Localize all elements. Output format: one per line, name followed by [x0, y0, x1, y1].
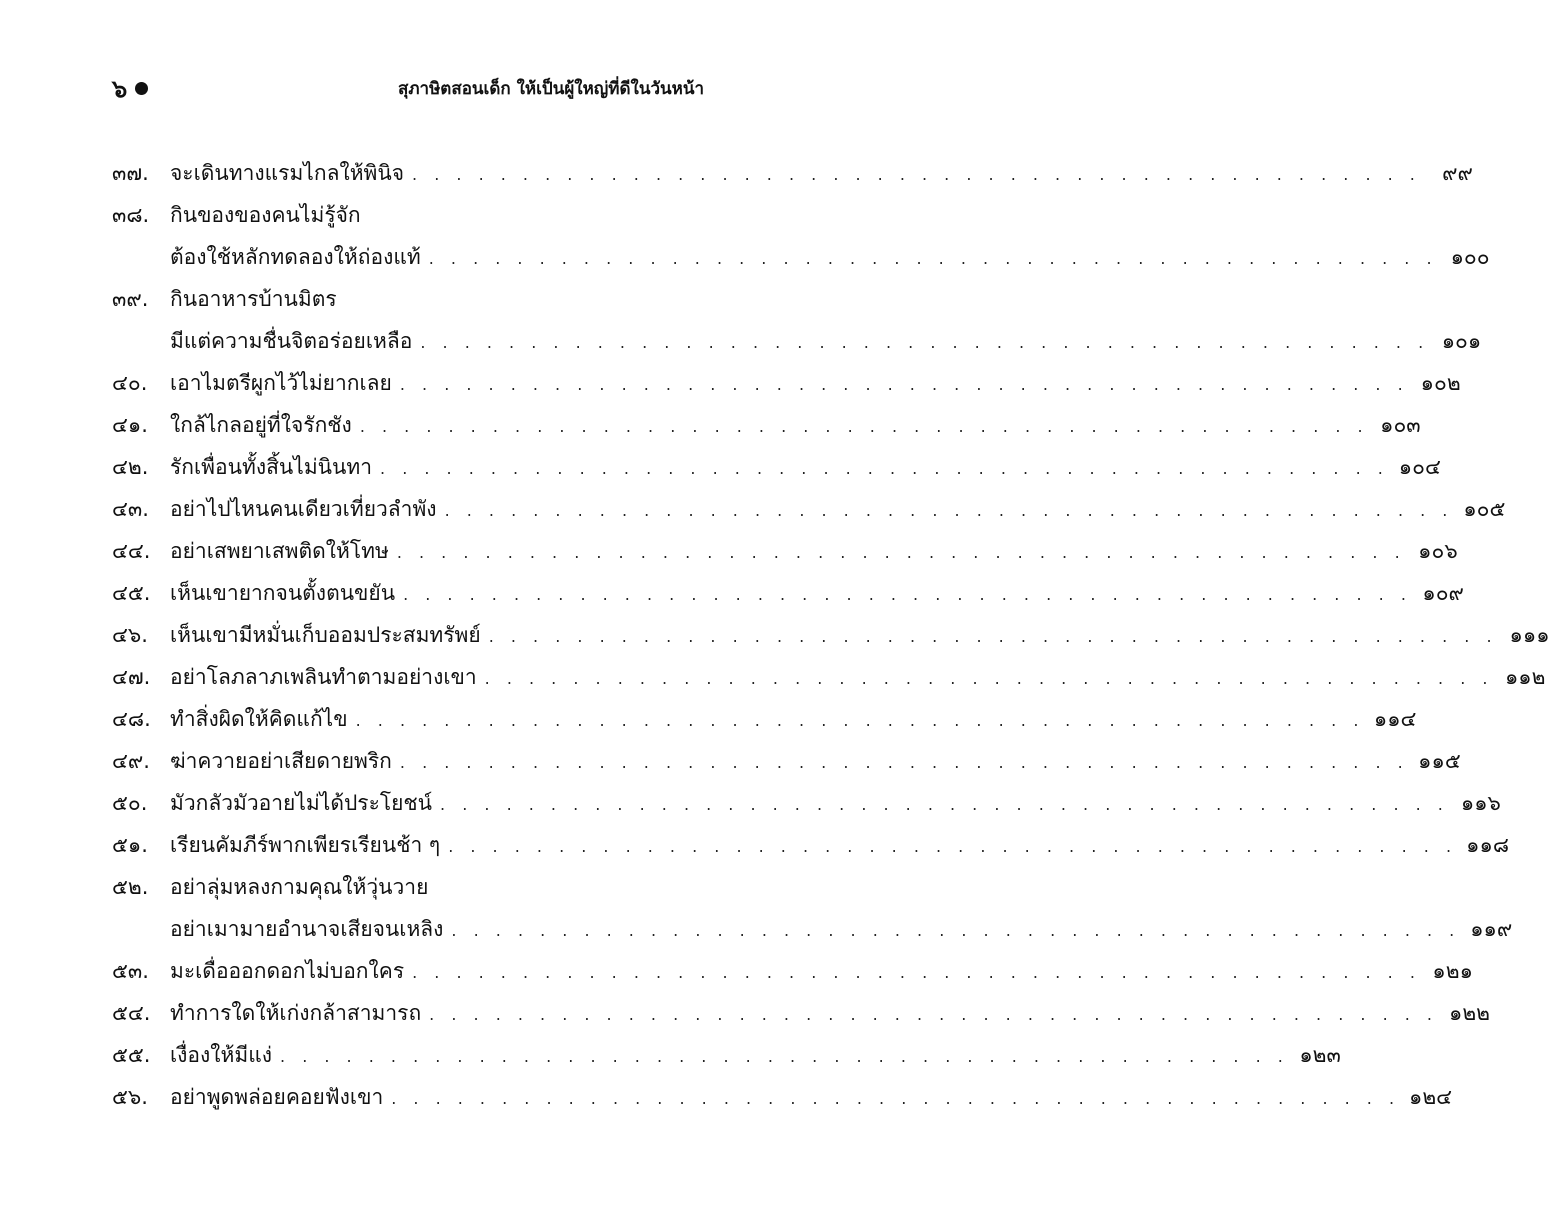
toc-entry-row [112, 698, 1417, 740]
toc-entry-title: เอาไมตรีผูกไว้ไม่ยากเลย [170, 371, 392, 395]
toc-entry-number: ๔๔. [112, 539, 151, 563]
toc-entry-continuation [112, 236, 1490, 278]
toc-entry[interactable] [112, 194, 1490, 278]
page-header [112, 68, 704, 108]
toc-entry-number: ๕๔. [112, 1001, 151, 1025]
toc-entry[interactable] [112, 488, 1506, 530]
toc-entry[interactable] [112, 572, 1464, 614]
toc-entry-title: เห็นเขายากจนตั้งตนขยัน [170, 581, 396, 605]
toc-entry-row [112, 1034, 1341, 1076]
toc-entry-page: ๑๒๓ [1299, 1043, 1341, 1067]
dot-leader: . . . . . . . . . . . . . . . . . . . . . . . . . . . . . . . . . . . . . . . . . . . . . . [280, 1047, 1289, 1066]
dot-leader: . . . . . . . . . . . . . . . . . . . . . . . . . . . . . . . . . . . . . . . . . . . . . . [355, 711, 1365, 730]
toc-entry-continuation [112, 320, 1482, 362]
toc-entry-number: ๔๓. [112, 497, 149, 521]
dot-leader: . . . . . . . . . . . . . . . . . . . . . . . . . . . . . . . . . . . . . . . . . . . . . . [488, 627, 1498, 646]
toc-entry-title: เรียนคัมภีร์พากเพียรเรียนช้า ๆ [170, 833, 441, 857]
toc-entry-number: ๕๖. [112, 1085, 148, 1109]
toc-entry-title: มัวกลัวมัวอายไม่ได้ประโยชน์ [170, 791, 433, 815]
toc-entry[interactable] [112, 152, 1473, 194]
toc-entry[interactable] [112, 1076, 1453, 1118]
toc-entry-number: ๔๗. [112, 665, 151, 689]
toc-entry-row [112, 572, 1464, 614]
toc-entry[interactable] [112, 278, 1482, 362]
toc-entry-row [112, 194, 704, 236]
toc-entry[interactable] [112, 866, 1513, 950]
toc-entry-page: ๑๐๕ [1463, 497, 1506, 521]
toc-entry-page: ๑๑๔ [1373, 707, 1417, 731]
toc-entry-title: กินของของคนไม่รู้จัก [170, 203, 361, 227]
toc-entry-row [112, 530, 1458, 572]
toc-entry-page: ๑๐๐ [1450, 245, 1490, 269]
toc-entry-page: ๑๑๒ [1504, 665, 1546, 689]
toc-entry-row [112, 992, 1490, 1034]
toc-entry-page: ๙๙ [1442, 161, 1473, 185]
toc-entry-row [112, 824, 1510, 866]
toc-entry-row [112, 278, 704, 320]
toc-entry-title: ฆ่าควายอย่าเสียดายพริก [170, 749, 392, 773]
dot-leader: . . . . . . . . . . . . . . . . . . . . . . . . . . . . . . . . . . . . . . . . . . . . . . [380, 459, 1389, 478]
dot-leader: . . . . . . . . . . . . . . . . . . . . . . . . . . . . . . . . . . . . . . . . . . . . . . [429, 1005, 1438, 1024]
toc-entry-number: ๔๘. [112, 707, 151, 731]
toc-entry-number: ๓๗. [112, 161, 149, 185]
toc-entry-page: ๑๒๒ [1448, 1001, 1490, 1025]
dot-leader: . . . . . . . . . . . . . . . . . . . . . . . . . . . . . . . . . . . . . . . . . . . . . . [412, 963, 1421, 982]
toc-entry-row [112, 1076, 1453, 1118]
dot-leader: . . . . . . . . . . . . . . . . . . . . . . . . . . . . . . . . . . . . . . . . . . . . . . [396, 543, 1406, 562]
toc-entry-number: ๔๙. [112, 749, 150, 773]
toc-entry-row [112, 656, 1546, 698]
toc-entry[interactable] [112, 992, 1490, 1034]
toc-entry-row [112, 614, 1550, 656]
toc-entry-row [112, 362, 1461, 404]
toc-entry-title: อย่าพูดพล่อยคอยฟังเขา [170, 1085, 384, 1109]
toc-entry-row [112, 782, 1501, 824]
toc-entry-row [112, 950, 1473, 992]
bullet-icon [135, 82, 148, 95]
toc-entry-title: ทำสิ่งผิดให้คิดแก้ไข [170, 707, 348, 731]
toc-entry-number: ๔๖. [112, 623, 148, 647]
toc-entry-page: ๑๐๓ [1380, 413, 1421, 437]
toc-entry-title: ทำการใดให้เก่งกล้าสามารถ [170, 1001, 422, 1025]
toc-entry-number: ๓๙. [112, 287, 149, 311]
toc-entry-title: มีแต่ความชื่นจิตอร่อยเหลือ [170, 329, 413, 353]
page-number-group [112, 69, 148, 108]
toc-entry-title: อย่าโลภลาภเพลินทำตามอย่างเขา [170, 665, 477, 689]
toc-entry[interactable] [112, 530, 1458, 572]
toc-entry-title: จะเดินทางแรมไกลให้พินิจ [170, 161, 405, 185]
toc-entry-page: ๑๐๒ [1420, 371, 1461, 395]
toc-entry-title: ต้องใช้หลักทดลองให้ถ่องแท้ [170, 245, 421, 269]
toc-entry-page: ๑๐๙ [1422, 581, 1464, 605]
toc-entry-number: ๕๕. [112, 1043, 151, 1067]
dot-leader: . . . . . . . . . . . . . . . . . . . . . . . . . . . . . . . . . . . . . . . . . . . . . . [428, 249, 1438, 268]
toc-entry-title: กินอาหารบ้านมิตร [170, 287, 337, 311]
dot-leader: . . . . . . . . . . . . . . . . . . . . . . . . . . . . . . . . . . . . . . . . . . . . . . [440, 795, 1449, 814]
toc-entry-title: เงื่องให้มีแง่ [170, 1043, 273, 1067]
toc-entry-title: อย่าเสพยาเสพติดให้โทษ [170, 539, 389, 563]
dot-leader: . . . . . . . . . . . . . . . . . . . . . . . . . . . . . . . . . . . . . . . . . . . . . . [399, 375, 1409, 394]
toc-entry-number: ๕๓. [112, 959, 149, 983]
toc-entry-page: ๑๑๕ [1418, 749, 1461, 773]
toc-entry-title: เห็นเขามีหมั่นเก็บออมประสมทรัพย์ [170, 623, 481, 647]
dot-leader: . . . . . . . . . . . . . . . . . . . . . . . . . . . . . . . . . . . . . . . . . . . . . . [448, 837, 1458, 856]
toc-entry-number: ๔๑. [112, 413, 148, 437]
toc-entry-number: ๕๒. [112, 875, 149, 899]
toc-entry[interactable] [112, 824, 1510, 866]
toc-entry-row [112, 152, 1473, 194]
toc-entry-row [112, 488, 1506, 530]
toc-entry-title: มะเดื่อออกดอกไม่บอกใคร [170, 959, 405, 983]
table-of-contents [112, 152, 1550, 1118]
toc-entry-page: ๑๒๔ [1408, 1085, 1453, 1109]
dot-leader: . . . . . . . . . . . . . . . . . . . . . . . . . . . . . . . . . . . . . . . . . . . . . . [391, 1089, 1401, 1108]
toc-entry-row [112, 446, 1441, 488]
toc-entry[interactable] [112, 446, 1441, 488]
toc-entry-page: ๑๑๑ [1509, 623, 1550, 647]
toc-entry-page: ๑๑๘ [1466, 833, 1510, 857]
toc-entry-title: อย่าไปไหนคนเดียวเที่ยวลำพัง [170, 497, 437, 521]
toc-entry-number: ๔๒. [112, 455, 149, 479]
toc-entry-page: ๑๐๔ [1398, 455, 1441, 479]
toc-entry-title: รักเพื่อนทั้งสิ้นไม่นินทา [170, 455, 373, 479]
toc-entry[interactable] [112, 404, 1421, 446]
toc-entry-row [112, 404, 1421, 446]
dot-leader: . . . . . . . . . . . . . . . . . . . . . . . . . . . . . . . . . . . . . . . . . . . . . . [420, 333, 1430, 352]
page-number: ๖ [112, 74, 128, 103]
toc-entry-number: ๕๑. [112, 833, 148, 857]
dot-leader: . . . . . . . . . . . . . . . . . . . . . . . . . . . . . . . . . . . . . . . . . . . . . . [359, 417, 1369, 436]
toc-entry[interactable] [112, 782, 1501, 824]
toc-entry[interactable] [112, 614, 1550, 656]
toc-entry-number: ๔๐. [112, 371, 148, 395]
toc-entry-title: อย่าเมามายอำนาจเสียจนเหลิง [170, 917, 444, 941]
toc-entry[interactable] [112, 950, 1473, 992]
toc-entry-page: ๑๐๖ [1418, 539, 1458, 563]
running-title: สุภาษิตสอนเด็ก ให้เป็นผู้ใหญ่ที่ดีในวันหน้า [397, 78, 704, 99]
toc-entry-row [112, 740, 1461, 782]
toc-entry[interactable] [112, 362, 1461, 404]
toc-entry-number: ๔๕. [112, 581, 151, 605]
toc-entry-page: ๑๒๑ [1432, 959, 1473, 983]
toc-entry[interactable] [112, 740, 1461, 782]
toc-entry-number: ๓๘. [112, 203, 150, 227]
dot-leader: . . . . . . . . . . . . . . . . . . . . . . . . . . . . . . . . . . . . . . . . . . . . . . [451, 921, 1461, 940]
dot-leader: . . . . . . . . . . . . . . . . . . . . . . . . . . . . . . . . . . . . . . . . . . . . . . [444, 501, 1454, 520]
toc-entry-page: ๑๑๙ [1470, 917, 1513, 941]
toc-entry-page: ๑๑๖ [1460, 791, 1501, 815]
dot-leader: . . . . . . . . . . . . . . . . . . . . . . . . . . . . . . . . . . . . . . . . . . . . . . [412, 165, 1421, 184]
toc-entry-row [112, 866, 704, 908]
toc-entry-number: ๕๐. [112, 791, 148, 815]
toc-entry[interactable] [112, 698, 1417, 740]
dot-leader: . . . . . . . . . . . . . . . . . . . . . . . . . . . . . . . . . . . . . . . . . . . . . . [399, 753, 1409, 772]
dot-leader: . . . . . . . . . . . . . . . . . . . . . . . . . . . . . . . . . . . . . . . . . . . . . . [484, 669, 1494, 688]
dot-leader: . . . . . . . . . . . . . . . . . . . . . . . . . . . . . . . . . . . . . . . . . . . . . . [403, 585, 1412, 604]
toc-entry-continuation [112, 908, 1513, 950]
toc-entry-title: อย่าลุ่มหลงกามคุณให้วุ่นวาย [170, 875, 429, 899]
toc-entry-page: ๑๐๑ [1441, 329, 1482, 353]
toc-entry[interactable] [112, 656, 1546, 698]
toc-entry-title: ใกล้ไกลอยู่ที่ใจรักชัง [170, 413, 352, 437]
toc-entry[interactable] [112, 1034, 1341, 1076]
